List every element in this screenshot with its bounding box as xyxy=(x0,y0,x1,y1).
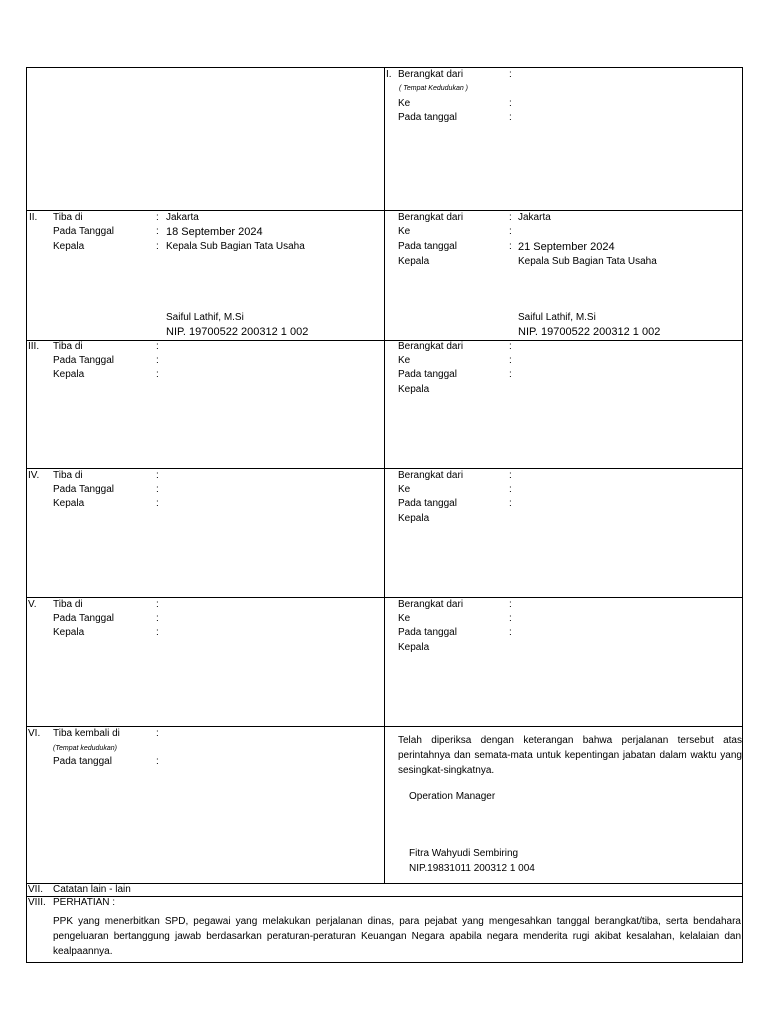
perhatian-line: PPK yang menerbitkan SPD, pegawai yang melakukan perjalanan dinas, para pejabat yang mengesahkan tanggal berangkat/tiba, serta bendahara xyxy=(53,916,741,927)
section-number: VI. xyxy=(28,728,41,739)
section-number: V. xyxy=(28,599,37,610)
ke-label: Ke xyxy=(398,484,411,495)
pada-tanggal-label: Pada tanggal xyxy=(398,112,457,123)
berangkat-dari-label: Berangkat dari xyxy=(398,69,464,80)
section-8-row xyxy=(27,897,742,962)
berangkat-dari-label: Berangkat dari xyxy=(398,599,464,610)
tempat-kedudukan-note: ( Tempat Kedudukan ) xyxy=(399,85,469,92)
section-number: VII. xyxy=(28,884,44,895)
pada-tanggal-value: 18 September 2024 xyxy=(166,226,263,238)
colon: : xyxy=(509,369,512,380)
pada-tanggal-value: 21 September 2024 xyxy=(518,241,615,253)
colon: : xyxy=(156,470,159,481)
ke-label: Ke xyxy=(398,98,411,109)
tiba-kembali-label: Tiba kembali di xyxy=(53,728,120,739)
ke-label: Ke xyxy=(398,226,411,237)
colon: : xyxy=(156,627,159,638)
colon: : xyxy=(156,355,159,366)
section-3-row xyxy=(27,341,742,469)
colon: : xyxy=(509,241,512,252)
section-2-row xyxy=(27,211,742,341)
pada-tanggal-label: Pada tanggal xyxy=(398,369,457,380)
column-divider xyxy=(384,68,385,210)
pada-tanggal-label: Pada Tanggal xyxy=(53,355,114,366)
tiba-di-label: Tiba di xyxy=(53,470,83,481)
signer-position: Operation Manager xyxy=(409,791,496,802)
section-6-row xyxy=(27,727,742,884)
kepala-label: Kepala xyxy=(398,256,430,267)
colon: : xyxy=(509,498,512,509)
section-4-row xyxy=(27,469,742,598)
signer-name: Saiful Lathif, M.Si xyxy=(166,312,244,323)
perhatian-label: PERHATIAN : xyxy=(53,897,116,908)
berangkat-dari-label: Berangkat dari xyxy=(398,212,464,223)
colon: : xyxy=(156,728,159,739)
colon: : xyxy=(509,484,512,495)
column-divider xyxy=(384,211,385,340)
pada-tanggal-label: Pada Tanggal xyxy=(53,484,114,495)
kepala-label: Kepala xyxy=(398,384,430,395)
column-divider xyxy=(384,598,385,726)
section-number: III. xyxy=(28,341,40,352)
statement-line: Telah diperiksa dengan keterangan bahwa perjalanan tersebut atas xyxy=(398,735,742,746)
column-divider xyxy=(384,727,385,883)
spd-back-form xyxy=(26,67,743,963)
colon: : xyxy=(509,212,512,223)
signer-nip: NIP. 19700522 200312 1 002 xyxy=(518,326,661,338)
colon: : xyxy=(156,599,159,610)
section-number: I. xyxy=(386,69,392,80)
colon: : xyxy=(156,613,159,624)
colon: : xyxy=(509,341,512,352)
colon: : xyxy=(509,613,512,624)
colon: : xyxy=(509,226,512,237)
kepala-value: Kepala Sub Bagian Tata Usaha xyxy=(518,256,657,267)
signer-nip: NIP. 19700522 200312 1 002 xyxy=(166,326,309,338)
section-number: VIII. xyxy=(28,897,46,908)
ke-label: Ke xyxy=(398,355,411,366)
ke-label: Ke xyxy=(398,613,411,624)
tiba-di-label: Tiba di xyxy=(53,599,83,610)
colon: : xyxy=(156,369,159,380)
kepala-label: Kepala xyxy=(53,369,85,380)
pada-tanggal-label: Pada Tanggal xyxy=(53,613,114,624)
colon: : xyxy=(156,498,159,509)
colon: : xyxy=(156,212,159,223)
signer-name: Fitra Wahyudi Sembiring xyxy=(409,848,519,859)
colon: : xyxy=(509,98,512,109)
column-divider xyxy=(384,341,385,468)
pada-tanggal-label: Pada tanggal xyxy=(398,241,457,252)
colon: : xyxy=(156,226,159,237)
berangkat-dari-value: Jakarta xyxy=(518,212,551,223)
column-divider xyxy=(384,469,385,597)
tiba-di-value: Jakarta xyxy=(166,212,199,223)
colon: : xyxy=(156,241,159,252)
verification-statement xyxy=(398,733,742,778)
perhatian-line: kealpaannya. xyxy=(53,946,113,957)
pada-tanggal-label: Pada tanggal xyxy=(398,627,457,638)
kepala-value: Kepala Sub Bagian Tata Usaha xyxy=(166,241,305,252)
section-7-row xyxy=(27,884,742,897)
statement-line: perintahnya dan semata-mata untuk kepentingan jabatan dalam waktu yang xyxy=(398,750,742,761)
colon: : xyxy=(509,599,512,610)
signer-nip: NIP.19831011 200312 1 004 xyxy=(409,863,535,874)
kepala-label: Kepala xyxy=(398,513,430,524)
colon: : xyxy=(156,756,159,767)
colon: : xyxy=(509,69,512,80)
signer-name: Saiful Lathif, M.Si xyxy=(518,312,596,323)
kepala-label: Kepala xyxy=(53,241,85,252)
tempat-kedudukan-note: (Tempat kedudukan) xyxy=(53,745,117,752)
section-1-row xyxy=(27,68,742,211)
statement-line: sesingkat-singkatnya. xyxy=(398,765,495,776)
pada-tanggal-label: Pada Tanggal xyxy=(53,226,114,237)
pada-tanggal-label: Pada tanggal xyxy=(398,498,457,509)
colon: : xyxy=(509,470,512,481)
kepala-label: Kepala xyxy=(398,642,430,653)
section-5-row xyxy=(27,598,742,727)
catatan-label: Catatan lain - lain xyxy=(53,884,131,895)
colon: : xyxy=(156,484,159,495)
berangkat-dari-label: Berangkat dari xyxy=(398,341,464,352)
colon: : xyxy=(509,627,512,638)
berangkat-dari-label: Berangkat dari xyxy=(398,470,464,481)
tiba-di-label: Tiba di xyxy=(53,212,83,223)
perhatian-line: pengeluaran bertanggung jawab berdasarkan peraturan-peraturan Keuangan Negara apabila negara menderita rugi akibat kesalahan, kelalaian dan xyxy=(53,931,741,942)
kepala-label: Kepala xyxy=(53,498,85,509)
tiba-di-label: Tiba di xyxy=(53,341,83,352)
colon: : xyxy=(509,355,512,366)
colon: : xyxy=(509,112,512,123)
colon: : xyxy=(156,341,159,352)
pada-tanggal-label: Pada tanggal xyxy=(53,756,112,767)
kepala-label: Kepala xyxy=(53,627,85,638)
section-number: IV. xyxy=(28,470,40,481)
perhatian-text xyxy=(53,914,741,959)
section-number: II. xyxy=(29,212,38,223)
